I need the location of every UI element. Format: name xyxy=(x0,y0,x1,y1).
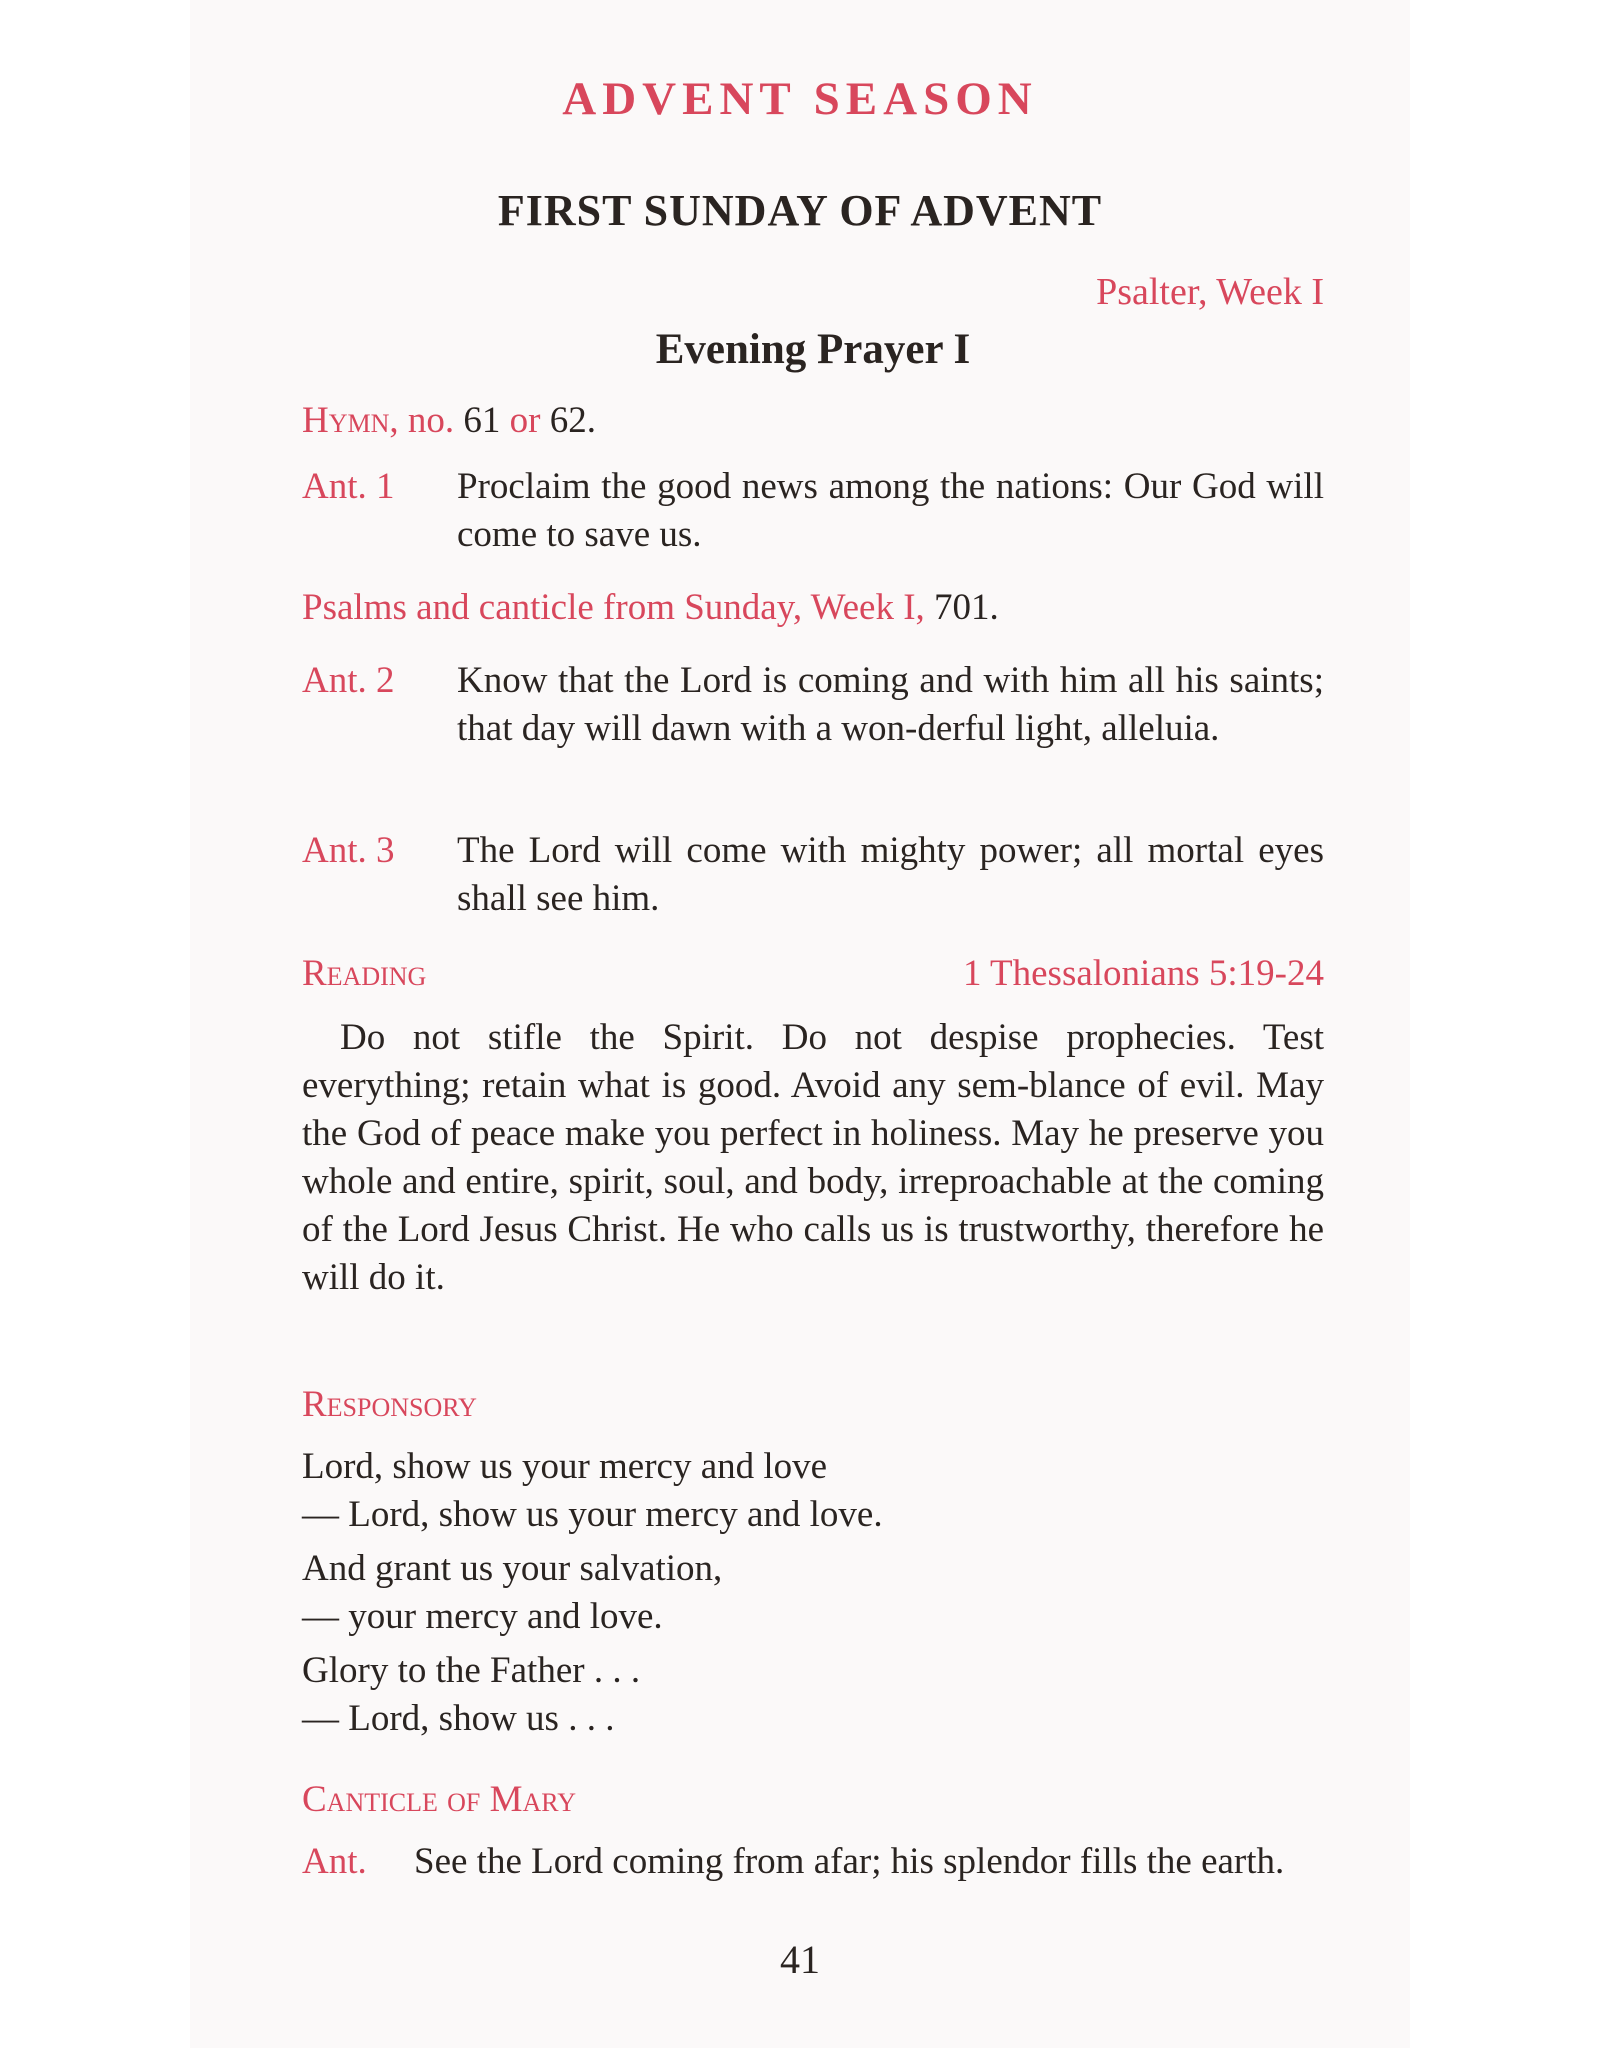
reading-reference: 1 Thessalonians 5:19-24 xyxy=(962,953,1324,994)
reading-header xyxy=(302,950,1324,998)
responsory-block xyxy=(302,1443,1324,1743)
antiphon-2-label: Ant. 2 xyxy=(302,660,395,701)
page-number: 41 xyxy=(780,1937,820,1982)
office-title: Evening Prayer I xyxy=(655,326,971,373)
canticle-label: Canticle of Mary xyxy=(302,1779,576,1820)
hymn-number-1: 61 xyxy=(463,400,501,441)
responsory-line-3: And grant us your salvation, xyxy=(302,1548,723,1589)
antiphon-3 xyxy=(302,827,1324,923)
responsory-line-6: — Lord, show us . . . xyxy=(302,1698,615,1739)
antiphon-2 xyxy=(302,657,1324,753)
canticle-antiphon-text: See the Lord coming from afar; his splendor fills the earth. xyxy=(414,1841,1285,1882)
hymn-label: Hymn, xyxy=(302,400,399,441)
canticle-antiphon xyxy=(302,1838,1324,1886)
psalms-page: 701. xyxy=(934,587,999,628)
psalter-note: Psalter, Week I xyxy=(1096,271,1324,313)
reading-text: Do not stifle the Spirit. Do not despise prophecies. Test everything; retain what is good. Avoid any sem-blance of evil. May the God of peace make you perfect in holiness. May he preserve you whole and entire, spirit, soul, and body, irreproachable at the coming of the Lord Jesus Christ. He who calls us is trustworthy, therefore he will do it. xyxy=(302,1017,1324,1298)
antiphon-2-text: Know that the Lord is coming and with him all his saints; that day will dawn with a won-derful light, alleluia. xyxy=(457,660,1324,749)
responsory-line-2: — Lord, show us your mercy and love. xyxy=(302,1494,883,1535)
antiphon-1 xyxy=(302,463,1324,559)
season-heading: ADVENT SEASON xyxy=(562,73,1038,125)
psalms-note xyxy=(302,584,1324,632)
antiphon-1-text: Proclaim the good news among the nations: Our God will come to save us. xyxy=(457,466,1324,555)
psalms-note-text: Psalms and canticle from Sunday, Week I, xyxy=(302,587,925,628)
hymn-line xyxy=(302,397,1324,445)
responsory-line-5: Glory to the Father . . . xyxy=(302,1650,641,1691)
reading-label: Reading xyxy=(302,953,427,994)
hymn-or: or xyxy=(509,400,541,441)
canticle-antiphon-label: Ant. xyxy=(302,1841,367,1882)
hymn-number-2: 62. xyxy=(549,400,596,441)
antiphon-3-text: The Lord will come with mighty power; all mortal eyes shall see him. xyxy=(457,830,1324,919)
day-title: FIRST SUNDAY OF ADVENT xyxy=(497,186,1103,235)
responsory-label: Responsory xyxy=(302,1384,477,1425)
responsory-line-4: — your mercy and love. xyxy=(302,1596,663,1637)
hymn-no: no. xyxy=(407,400,455,441)
antiphon-1-label: Ant. 1 xyxy=(302,466,395,507)
antiphon-3-label: Ant. 3 xyxy=(302,830,395,871)
responsory-line-1: Lord, show us your mercy and love xyxy=(302,1446,828,1487)
